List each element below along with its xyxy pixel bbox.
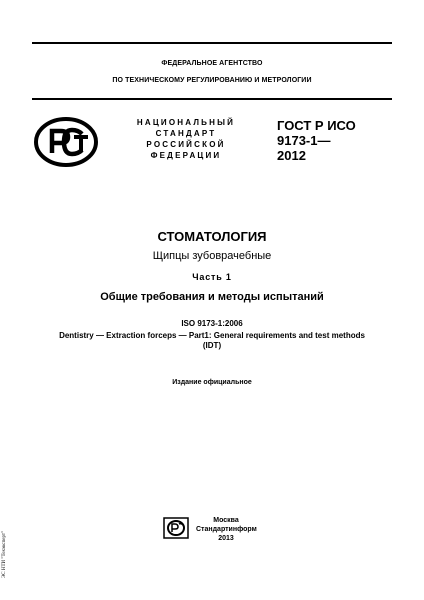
document-title: СТОМАТОЛОГИЯ <box>157 229 267 244</box>
top-rule <box>32 42 392 44</box>
gost-line: 9173-1— <box>277 133 331 148</box>
standartinform-logo-icon <box>163 517 189 539</box>
national-line: НАЦИОНАЛЬНЫЙ <box>136 118 236 127</box>
english-title <box>22 331 402 351</box>
gost-line: ГОСТ Р ИСО <box>277 118 356 133</box>
iso-reference: ISO 9173-1:2006 <box>181 319 243 328</box>
english-title-suffix: (IDT) <box>202 341 222 350</box>
bottom-rule <box>32 98 392 100</box>
publisher-city: Москва <box>213 517 239 524</box>
side-stamp-text: ЭС НТИ "Техэксперт" <box>2 530 7 578</box>
publisher-block <box>196 516 256 543</box>
national-line: РОССИЙСКОЙ <box>146 140 226 149</box>
publisher-name: Стандартинформ <box>196 526 257 533</box>
edition-note: Издание официальное <box>172 379 252 386</box>
gost-line: 2012 <box>277 148 306 163</box>
side-stamp <box>2 520 14 580</box>
gost-number-block <box>277 118 356 163</box>
part-number: Часть 1 <box>192 272 232 282</box>
publisher-year: 2013 <box>218 535 234 542</box>
english-title-text: Dentistry — Extraction forceps — Part1: General requirements and test methods <box>59 331 365 340</box>
part-title: Общие требования и методы испытаний <box>100 291 324 303</box>
national-line: ФЕДЕРАЦИИ <box>150 151 222 160</box>
agency-line-2: ПО ТЕХНИЧЕСКОМУ РЕГУЛИРОВАНИЮ И МЕТРОЛОГИИ <box>112 77 312 84</box>
national-line: СТАНДАРТ <box>155 129 217 138</box>
national-standard-block <box>116 117 256 161</box>
rst-logo-icon <box>34 117 98 167</box>
agency-line-1: ФЕДЕРАЛЬНОЕ АГЕНТСТВО <box>161 60 263 67</box>
document-subtitle: Щипцы зубоврачебные <box>152 250 272 262</box>
